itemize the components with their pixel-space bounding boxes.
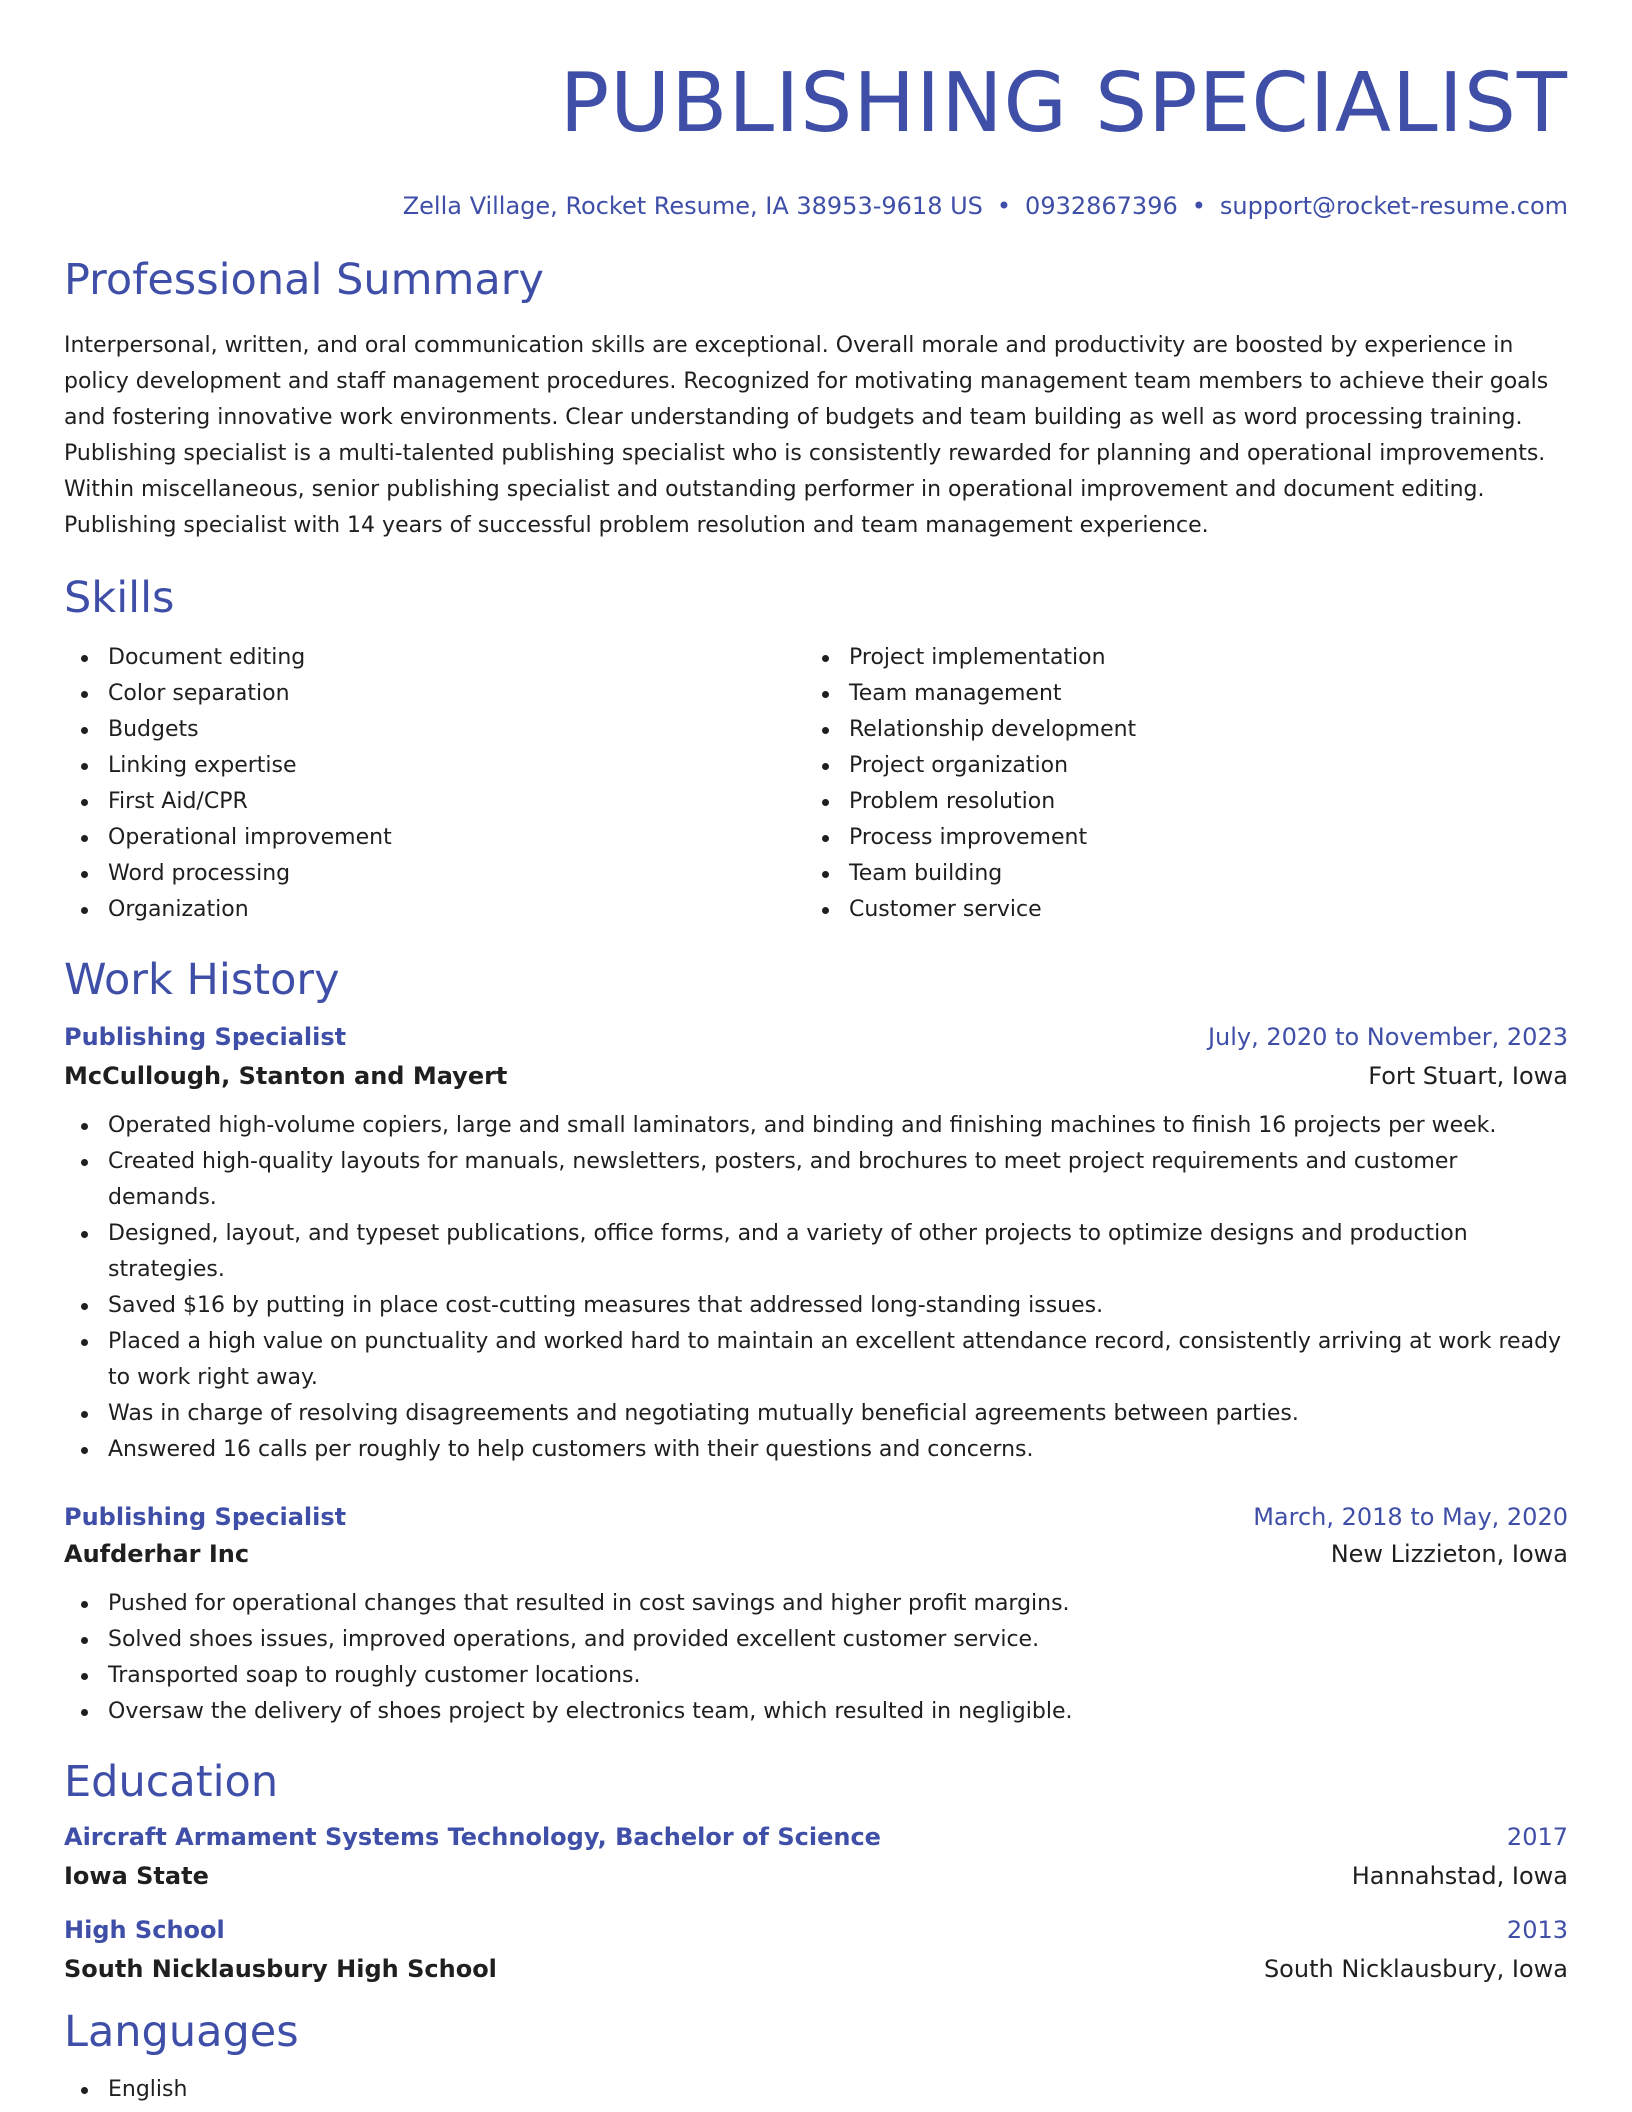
education-school-row: [64, 1859, 1568, 1893]
education-heading: Education: [64, 1757, 279, 1807]
education-year: 2013: [1506, 1916, 1568, 1944]
resume-title: PUBLISHING SPECIALIST: [559, 56, 1568, 151]
job-role: Publishing Specialist: [64, 1503, 347, 1531]
job-duties: [64, 1108, 1568, 1468]
language-item: English: [64, 2072, 1568, 2108]
skill-item: Color separation: [64, 676, 805, 712]
education-entry: [64, 1820, 1568, 1893]
job-entry: [64, 1500, 1568, 1730]
job-employer-row: [64, 1537, 1568, 1571]
skill-item: Problem resolution: [805, 784, 1405, 820]
work-history-heading: Work History: [64, 955, 340, 1005]
duty-item: Solved shoes issues, improved operations, and provided excellent customer service.: [64, 1622, 1568, 1658]
skill-item: Operational improvement: [64, 820, 805, 856]
job-entry: [64, 1020, 1568, 1468]
education-school: South Nicklausbury High School: [64, 1955, 497, 1983]
job-duties: [64, 1586, 1568, 1730]
skill-item: Document editing: [64, 640, 805, 676]
skills-heading: Skills: [64, 573, 175, 623]
job-header: [64, 1500, 1568, 1534]
education-school-row: [64, 1952, 1568, 1986]
skill-item: Project organization: [805, 748, 1405, 784]
education-header: [64, 1913, 1568, 1947]
education-degree: High School: [64, 1916, 225, 1944]
duty-item: Oversaw the delivery of shoes project by electronics team, which resulted in negligible.: [64, 1694, 1568, 1730]
skill-item: Team management: [805, 676, 1405, 712]
education-entry: [64, 1913, 1568, 1986]
duty-item: Was in charge of resolving disagreements and negotiating mutually beneficial agreements between parties.: [64, 1396, 1568, 1432]
job-location: New Lizzieton, Iowa: [1330, 1540, 1568, 1568]
skill-item: Project implementation: [805, 640, 1405, 676]
job-header: [64, 1020, 1568, 1054]
contact-line: [64, 190, 1568, 222]
skills-list: [64, 640, 1568, 928]
languages-list: [64, 2072, 1568, 2108]
skill-item: Customer service: [805, 892, 1405, 928]
education-location: South Nicklausbury, Iowa: [1263, 1955, 1568, 1983]
job-dates: March, 2018 to May, 2020: [1253, 1503, 1568, 1531]
skill-item: Organization: [64, 892, 805, 928]
contact-phone: 0932867396: [1025, 192, 1178, 220]
job-employer-row: [64, 1059, 1568, 1093]
education-school: Iowa State: [64, 1862, 209, 1890]
resume-header: [64, 58, 1568, 222]
job-role: Publishing Specialist: [64, 1023, 347, 1051]
summary-heading: Professional Summary: [64, 255, 544, 305]
education-degree: Aircraft Armament Systems Technology, Bachelor of Science: [64, 1823, 881, 1851]
job-company: McCullough, Stanton and Mayert: [64, 1062, 508, 1090]
education-location: Hannahstad, Iowa: [1351, 1862, 1568, 1890]
duty-item: Transported soap to roughly customer locations.: [64, 1658, 1568, 1694]
skill-item: Process improvement: [805, 820, 1405, 856]
skill-item: Team building: [805, 856, 1405, 892]
job-company: Aufderhar Inc: [64, 1540, 250, 1568]
languages-heading: Languages: [64, 2007, 299, 2057]
contact-separator: •: [996, 192, 1012, 220]
contact-address: Zella Village, Rocket Resume, IA 38953-9618 US: [402, 192, 983, 220]
contact-separator: •: [1191, 192, 1206, 220]
skill-item: Relationship development: [805, 712, 1405, 748]
duty-item: Operated high-volume copiers, large and small laminators, and binding and finishing machines to finish 16 projects per week.: [64, 1108, 1568, 1144]
skills-column-right: [805, 640, 1405, 928]
contact-email[interactable]: support@rocket-resume.com: [1219, 192, 1568, 220]
job-dates: July, 2020 to November, 2023: [1207, 1023, 1568, 1051]
education-header: [64, 1820, 1568, 1854]
duty-item: Created high-quality layouts for manuals, newsletters, posters, and brochures to meet project requirements and customer demands.: [64, 1144, 1568, 1216]
duty-item: Saved $16 by putting in place cost-cutting measures that addressed long-standing issues.: [64, 1288, 1568, 1324]
summary-text: Interpersonal, written, and oral communication skills are exceptional. Overall morale and productivity are boosted by experience in policy development and staff management procedures. Recognized for motivating management team members to achieve their goals and fostering innovative work environments. Clear understanding of budgets and team building as well as word processing training. Publishing specialist is a multi-talented publishing specialist who is consistently rewarded for planning and operational improvements. Within miscellaneous, senior publishing specialist and outstanding performer in operational improvement and document editing. Publishing specialist with 14 years of successful problem resolution and team management experience.: [64, 333, 1549, 538]
skill-item: Linking expertise: [64, 748, 805, 784]
skill-item: Budgets: [64, 712, 805, 748]
job-location: Fort Stuart, Iowa: [1368, 1062, 1568, 1090]
duty-item: Designed, layout, and typeset publications, office forms, and a variety of other projects to optimize designs and production strategies.: [64, 1216, 1568, 1288]
duty-item: Placed a high value on punctuality and worked hard to maintain an excellent attendance record, consistently arriving at work ready to work right away.: [64, 1324, 1568, 1396]
education-year: 2017: [1506, 1823, 1568, 1851]
skills-column-left: [64, 640, 805, 928]
duty-item: Answered 16 calls per roughly to help customers with their questions and concerns.: [64, 1432, 1568, 1468]
skill-item: Word processing: [64, 856, 805, 892]
skill-item: First Aid/CPR: [64, 784, 805, 820]
duty-item: Pushed for operational changes that resulted in cost savings and higher profit margins.: [64, 1586, 1568, 1622]
